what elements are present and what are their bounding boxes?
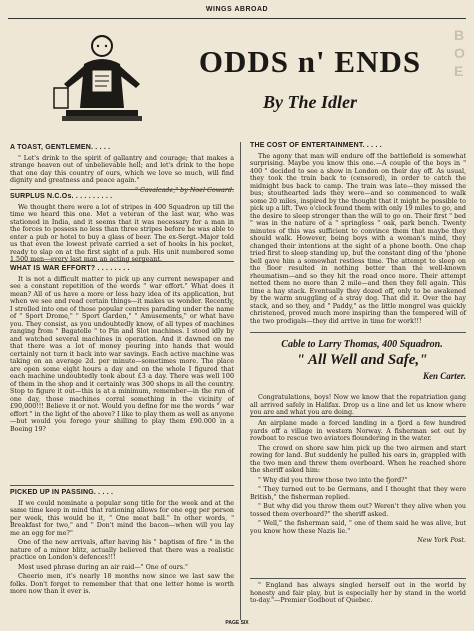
- toast-section: [10, 144, 234, 194]
- section-body: We thought there were a lot of stripes in 400 Squadron up till the time we heard this one. Met a veteran of the last war, who was stationed in India, and it seems that it was necessary for a man in the forces to possess no less than three stripes before he was able to enter a pub or hotel to buy a glass of beer. The ex-Sergt.-Major told us that even the lowest private carried a set of hooks in his pocket, ready to slap on at the first sight of a pub. His unit numbered some 1,500 men—every last man an acting sergeant.: [10, 203, 234, 263]
- section-heading: THE COST OF ENTERTAINMENT. . . . .: [250, 142, 382, 149]
- section-heading: SURPLUS N.C.Os. . . . . . . . . .: [10, 193, 113, 200]
- section-body: One of the new arrivals, after having his " baptism of fire " in the nature of a minor blitz, actually believed that there was a realistic practice on London's defences!!!: [10, 539, 234, 561]
- section-body: " They turned out to be Germans, and I thought that they were British," the fisherman replied.: [250, 486, 466, 501]
- divider: [10, 261, 234, 262]
- bleed-through-text: B O E: [454, 27, 465, 79]
- section-body: If we could nominate a popular song title for the week and at the same time keep in mind that rationing allows for one egg per person per week, this would be it, " One meat ball." In other words, " Breakfast for two," and " Don't mind the bacon—when will you lay me an egg for me?": [10, 499, 234, 537]
- divider: [10, 485, 234, 486]
- idler-figure-icon: [52, 26, 152, 136]
- attribution: New York Post.: [417, 537, 466, 544]
- passing-section: [10, 489, 234, 598]
- section-heading: PICKED UP IN PASSING. . . . .: [10, 489, 114, 496]
- page-number: PAGE SIX: [225, 620, 249, 626]
- section-body: The agony that man will endure off the battlefield is somewhat surprising. Maybe you know this one.—A couple of the boys in " 400 " decided to see a show in London on their day off. As usual, they took the train back to (censored), in order to catch the midnight bus back to camp. The train was late—they missed the bus; stouthearted lads they were—and so commenced to walk some 20 miles, inspired by the thought that it might be possible to pick up a lift. Two o'clock found them with only 19 miles to go, and the desire to sleep stronger than the will to go on. Their first " bed " was in the nature of a " springless " oak, park bench. Twenty minutes of this was sufficient to convince them that maybe they should walk. However, being boys with a woman's mind, they changed their intentions at the sight of a phone booth. One chap tried first to sleep standing up, but the constant ding of the 'phone bell gave him a somewhat restless time. The attempt to sleep on the floor resulted in nothing better than the well-known rheumatism—and so they hit the road once more. Their attempt netted them no more than 2 mile—and then they fell again. This time a hay stack. Eventually they dozed off, only to be awakened by the warm snuggling of a stray dog. That did it. Over the hay stack, and so they, and " Paddy," as the little mongrel was quickly christened, proved much more inspiring than the tempered will of the two prodigals—they did arrive in time for work!!!: [250, 152, 466, 325]
- divider: [250, 416, 466, 417]
- attribution: " Cavalcade," by Noel Coward.: [135, 186, 234, 194]
- section-body: " England has always singled herself out in the world by honesty and fair play, but is especially her by stand in the world to-day."—Premier Godbout of Quebec.: [250, 582, 466, 604]
- war-effort-section: [10, 265, 234, 435]
- cable-quote: " All Well and Safe,": [296, 352, 428, 368]
- section-body: Most used phrase during an air raid—" One of ours.": [18, 563, 188, 571]
- divider: [250, 332, 466, 333]
- section-body: Cheerio men, it's nearly 18 months now since we last saw the folks. Don't forget to remember that that one letter home is worth more now than it ever is.: [10, 573, 234, 595]
- section-heading: A TOAST, GENTLEMEN. . . . .: [10, 144, 111, 151]
- section-body: " Why did you throw those two into the fjord?": [258, 476, 408, 484]
- section-body: " But why did you throw them out? Weren't they alive when you tossed them overboard?" the sheriff asked.: [250, 503, 466, 518]
- cable-body-section: [250, 394, 466, 419]
- section-heading: WHAT IS WAR EFFORT? . . . . . . . .: [10, 265, 130, 272]
- airplane-section: [250, 420, 466, 545]
- cable-title: Cable to Larry Thomas, 400 Squadron.: [281, 339, 443, 350]
- divider: [250, 578, 466, 579]
- section-body: " Well," the fisherman said, " one of them said he was alive, but you know how these Nazis lie.": [250, 520, 466, 535]
- section-body: The crowd on shore saw him pick up the two airmen and start rowing for land. But suddenly he pulled his oars in, grappled with the two men and threw them overboard. When he reached shore the sheriff asked him:: [250, 444, 466, 474]
- page-title: ODDS n' ENDS: [198, 44, 422, 79]
- surplus-section: [10, 193, 234, 266]
- section-body: An airplane made a forced landing in a fjord a few hundred yards off a village in western Norway. A fisherman set out by rowboat to rescue two aviators floundering in the water.: [250, 420, 466, 442]
- section-body: " Let's drink to the spirit of gallantry and courage; that makes a strange heaven out of unbelievable hell; and let's drink to the hope that one day this country of ours, which we love so much, will find dignity and greatness and peace again.": [10, 154, 234, 184]
- section-body: Congratulations, boys! Now we know that the repatriation gang all arrived safely in Halifax. Drop us a line and let us know where you are and what you are doing.: [250, 394, 466, 416]
- cable-author: Ken Carter.: [422, 371, 466, 381]
- running-header: WINGS ABROAD: [205, 6, 269, 13]
- header-rule: [8, 18, 466, 19]
- byline: By The Idler: [263, 92, 357, 112]
- cable-section: [250, 339, 466, 383]
- england-section: [250, 582, 466, 607]
- section-body: It is not a difficult matter to pick up any current newspaper and see a constant repetition of the words " war effort." What does it mean? All of us have a more or less hazy idea of its application, but when we see and read certain things—it makes us wonder. Recently, I strolled into one of those popular centres parading under the name of " Sport Drome," " Sport Garden," " Amusements," or what have you. They consist, as you undoubtedly know, of all types of machines ranging from " Bagatelle " to Pin and Slot machines. I stood idly by and watched several machines in operation. And it dawned on me that there was a lot of money pouring into hands that would certainly not turn it back into war savings. Each active machine was taking on an average 2d. per minute—sometimes more. The place are open some eight hours a day and on the whole I figured that each machine undoubtedly took about £3 a day. There was well 100 of them in the shop and it certainly was 300 shops in all the country. Stop to figure it out—this is at a minimum, remember—in the run of one day, those machines corral something in the vicinity of £90,000!!! Believe it or not. Would you define for me the words " war effort " in the light of the above? I like to play them as well as anyone—but would you forego your shilling to play them £90.000 in a Boeing 19?: [10, 275, 234, 433]
- column-divider: [240, 142, 241, 620]
- divider: [10, 189, 234, 190]
- cost-section: [250, 142, 466, 327]
